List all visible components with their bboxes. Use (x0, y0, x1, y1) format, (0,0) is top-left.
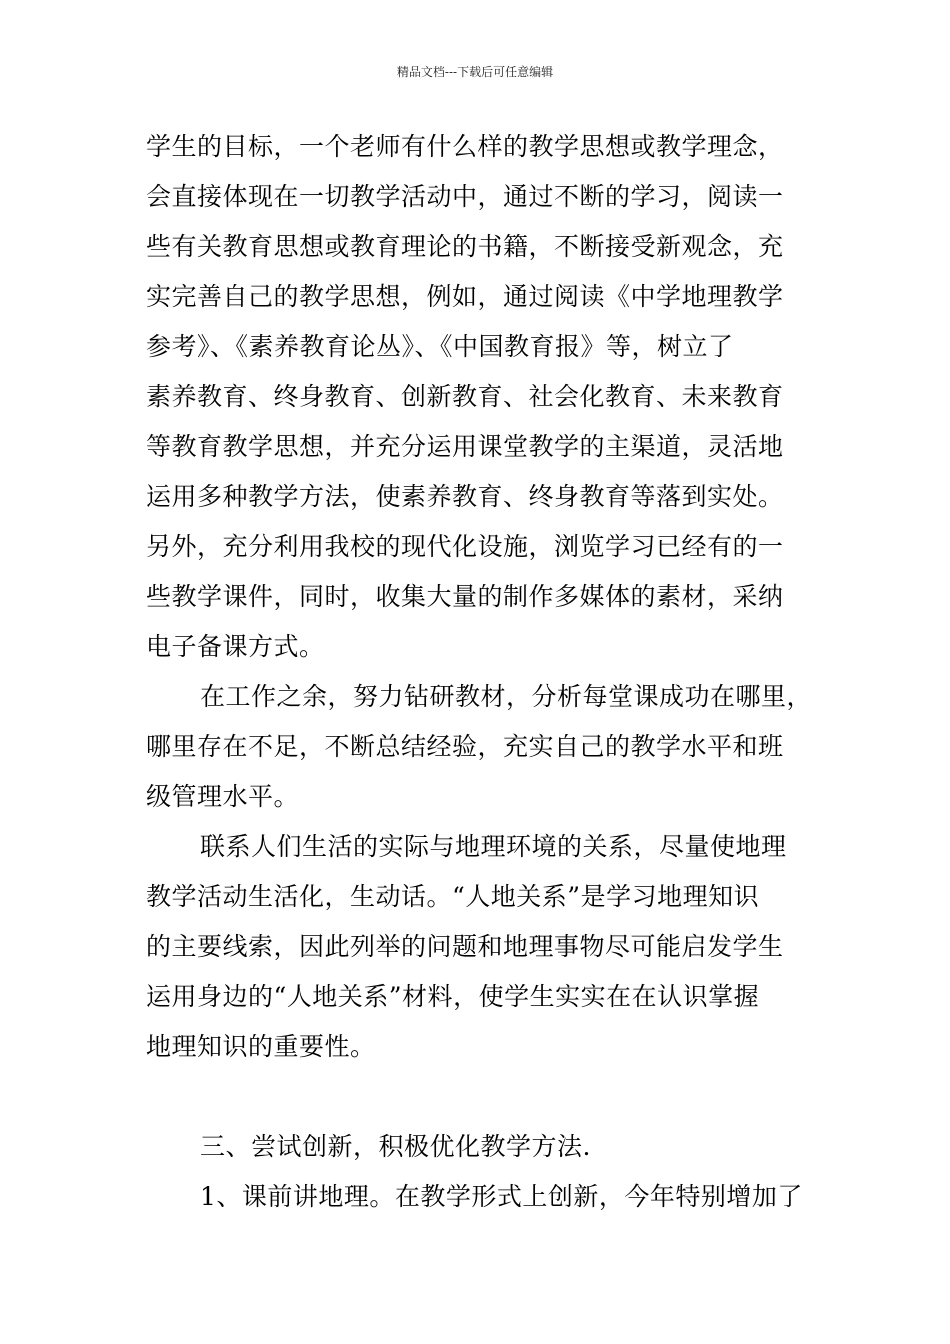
text-line: 电子备课方式。 (146, 632, 325, 661)
text-line: 级管理水平。 (146, 782, 300, 811)
text-line: 在工作之余，努力钻研教材，分析每堂课成功在哪里， (200, 682, 813, 711)
text-line: 学生的目标，一个老师有什么样的教学思想或教学理念， (146, 132, 784, 161)
text-line: 些教学课件，同时，收集大量的制作多媒体的素材，采纳 (146, 582, 784, 611)
paragraph-2 (146, 672, 836, 822)
text-line: 等教育教学思想，并充分运用课堂教学的主渠道，灵活地 (146, 432, 784, 461)
list-item: 1、课前讲地理。在教学形式上创新，今年特别增加了 (200, 1182, 803, 1211)
page-header: 精品文档---下载后可任意编辑 (396, 65, 554, 79)
text-line: 教学活动生活化，生动话。“人地关系”是学习地理知识 (146, 882, 760, 911)
text-line: 运用多种教学方法，使素养教育、终身教育等落到实处。 (146, 482, 784, 511)
paragraph-1 (146, 122, 836, 672)
text-line: 会直接体现在一切教学活动中，通过不断的学习，阅读一 (146, 182, 784, 211)
text-line: 另外，充分利用我校的现代化设施，浏览学习已经有的一 (146, 532, 784, 561)
text-line: 参考》、《素养教育论丛》、《中国教育报》等，树立了 (146, 332, 734, 361)
text-line: 联系人们生活的实际与地理环境的关系，尽量使地理 (200, 832, 787, 861)
text-line: 运用身边的“人地关系”材料，使学生实实在在认识掌握 (146, 982, 760, 1011)
text-line: 素养教育、终身教育、创新教育、社会化教育、未来教育 (146, 382, 784, 411)
paragraph-3 (146, 822, 836, 1072)
text-line: 地理知识的重要性。 (146, 1032, 376, 1061)
text-line: 的主要线索，因此列举的问题和地理事物尽可能启发学生 (146, 932, 784, 961)
blank-line (146, 1072, 836, 1122)
section-heading: 三、尝试创新，积极优化教学方法. (200, 1132, 591, 1161)
text-line: 些有关教育思想或教育理论的书籍，不断接受新观念，充 (146, 232, 784, 261)
text-line: 实完善自己的教学思想，例如，通过阅读《中学地理教学 (146, 282, 784, 311)
document-body (146, 122, 836, 1222)
text-line: 哪里存在不足，不断总结经验，充实自己的教学水平和班 (146, 732, 784, 761)
